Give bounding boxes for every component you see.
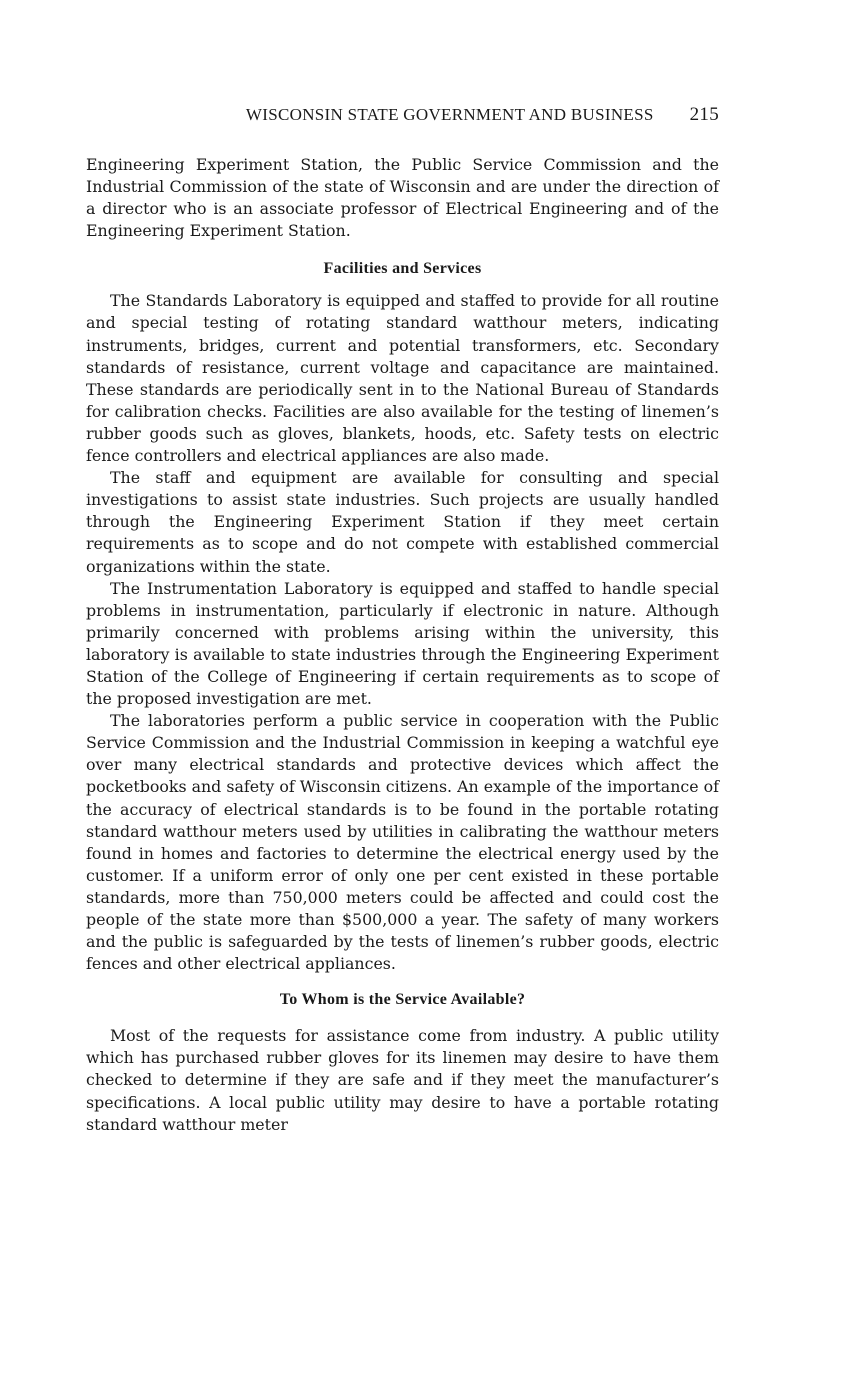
paragraph-requests: Most of the requests for assistance come from industry. A public utility which has purchased rubber gloves for its linemen may desire to have them checked to determine if they are safe and if they meet the manufacturer’s specifications. A local public utility may desire to have a portable rotating standard watthour meter <box>86 1026 719 1134</box>
paragraph-instrumentation-lab: The Instrumentation Laboratory is equipped and staffed to handle special problems in instrumentation, particularly if electronic in nature. Although primarily concerned with problems arising within the university, this laboratory is available to state industries through the Engineering Experiment Station of the College of Engineering if certain requirements as to scope of the proposed investigation are met. <box>86 578 719 709</box>
running-head <box>86 104 719 128</box>
book-page <box>86 104 719 1136</box>
paragraph-consulting: The staff and equipment are available for consulting and special investigations to assist state industries. Such projects are usually handled through the Engineering Experiment Station if they meet certain requirements as to scope and do not compete with established commercial organizations within the state. <box>86 468 719 576</box>
page-number: 215 <box>689 104 719 125</box>
paragraph-public-service: The laboratories perform a public service in cooperation with the Public Service Commission and the Industrial Commission in keeping a watchful eye over many electrical standards and protective devices which affect the pocketbooks and safety of Wisconsin citizens. An example of the importance of the accuracy of electrical standards is to be found in the portable rotating standard watthour meters used by utilities in calibrating the watthour meters found in homes and factories to determine the electrical energy used by the customer. If a uniform error of only one per cent existed in these portable standards, more than 750,000 meters could be affected and could cost the people of the state more than $500,000 a year. The safety of many workers and the public is safeguarded by the tests of linemen’s rubber goods, electric fences and other electrical appliances. <box>86 711 719 974</box>
section-heading-facilities: Facilities and Services <box>323 260 482 278</box>
running-title: WISCONSIN STATE GOVERNMENT AND BUSINESS <box>245 105 654 124</box>
intro-paragraph: Engineering Experiment Station, the Public Service Commission and the Industrial Commission of the state of Wisconsin and are under the direction of a director who is an associate professor of Electrical Engineering and of the Engineering Experiment Station. <box>86 155 719 241</box>
paragraph-standards-lab: The Standards Laboratory is equipped and staffed to provide for all routine and special testing of rotating standard watthour meters, indicating instruments, bridges, current and potential transformers, etc. Secondary standards of resistance, current voltage and capacitance are maintained. These standards are periodically sent in to the National Bureau of Standards for calibration checks. Facilities are also available for the testing of linemen’s rubber goods such as gloves, blankets, hoods, etc. Safety tests on electric fence controllers and electrical appliances are also made. <box>86 291 719 466</box>
section-heading-whom: To Whom is the Service Available? <box>279 991 526 1009</box>
